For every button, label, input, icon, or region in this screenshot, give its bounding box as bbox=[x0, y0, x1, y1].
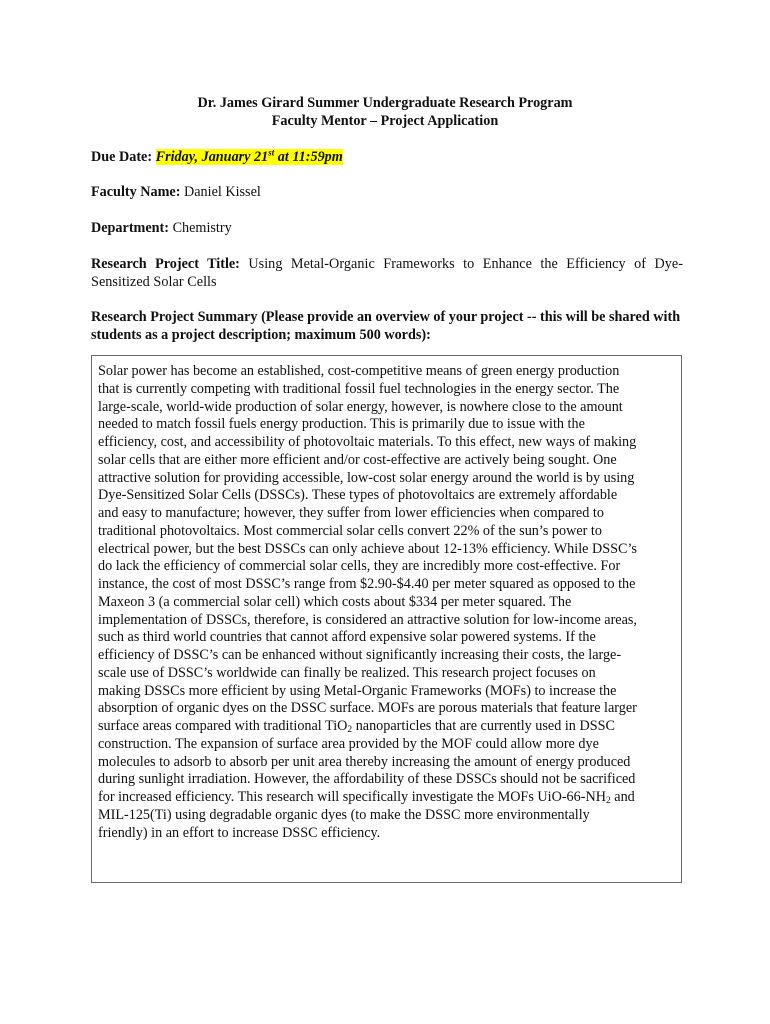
document-title bbox=[0, 94, 770, 130]
faculty-name-field bbox=[91, 183, 691, 201]
subscript: 2 bbox=[347, 725, 353, 735]
summary-line: scale use of DSSC’s worldwide can finally be realized. This research project focuses on bbox=[98, 664, 596, 681]
summary-line: for increased efficiency. This research will specifically investigate the MOFs UiO-$66-NH_2$ and bbox=[98, 789, 635, 806]
summary-line: needed to match fossil fuels energy production. This is primarily due to issue with the bbox=[98, 416, 585, 433]
summary-line: electrical power, but the best DSSCs can only achieve about 12-13% efficiency. While DSSC’s bbox=[98, 540, 637, 557]
summary-line: during sunlight irradiation. However, the affordability of these DSSCs should not be sacrificed bbox=[98, 771, 636, 788]
summary-line: MIL-125(Ti) using degradable organic dyes (to make the DSSC more environmentally bbox=[98, 806, 590, 823]
summary-line: traditional photovoltaics. Most commercial solar cells convert 22% of the sun’s power to bbox=[98, 522, 602, 539]
program-title: Dr. James Girard Summer Undergraduate Research Program bbox=[197, 95, 573, 111]
application-title: Faculty Mentor – Project Application bbox=[271, 113, 499, 129]
summary-line: surface areas compared with traditional TiO$_2$ nanoparticles that are currently used in DSSC bbox=[98, 718, 615, 735]
faculty-name-label: Faculty Name: bbox=[91, 184, 181, 200]
due-date-main: Friday, January 21 bbox=[155, 149, 269, 165]
summary-line: efficiency of DSSC’s can be enhanced without significantly increasing their costs, the large- bbox=[98, 647, 622, 663]
summary-line: Solar power has become an established, cost-competitive means of green energy production bbox=[98, 363, 620, 379]
due-date-field bbox=[91, 148, 691, 166]
due-date-time: at 11:59pm bbox=[274, 149, 343, 165]
project-title-value: Using Metal-Organic Frameworks to Enhance the Efficiency of Dye-Sensitized Solar Cells bbox=[91, 256, 684, 290]
summary-line: instance, the cost of most DSSC’s range from $2.90-$4.40 per meter squared as opposed to the bbox=[98, 576, 636, 592]
due-date-ordinal: st bbox=[268, 147, 275, 158]
due-date-label: Due Date: bbox=[91, 149, 153, 165]
summary-line: Maxeon 3 (a commercial solar cell) which costs about $334 per meter squared. The bbox=[98, 593, 572, 610]
department-field bbox=[91, 219, 691, 237]
summary-line: friendly) in an effort to increase DSSC efficiency. bbox=[98, 824, 381, 841]
project-title-label: Research Project Title: bbox=[91, 256, 240, 272]
faculty-name-value: Daniel Kissel bbox=[183, 184, 261, 200]
summary-line: absorption of organic dyes on the DSSC surface. MOFs are porous materials that feature larger bbox=[98, 700, 637, 717]
project-title-field bbox=[91, 255, 683, 291]
subscript: 2 bbox=[605, 796, 611, 806]
summary-line: molecules to adsorb to absorb per unit area thereby increasing the amount of energy produced bbox=[98, 753, 631, 770]
department-value: Chemistry bbox=[172, 220, 232, 236]
summary-text-box[interactable] bbox=[91, 355, 682, 883]
department-label: Department: bbox=[91, 220, 170, 236]
summary-line: attractive solution for providing accessible, low-cost solar energy around the world is by using bbox=[98, 469, 635, 486]
due-date-value bbox=[156, 149, 343, 165]
summary-line: efficiency, cost, and accessibility of photovoltaic materials. To this effect, new ways of making bbox=[98, 434, 637, 450]
summary-line: and easy to manufacture; however, they suffer from lower efficiencies when compared to bbox=[98, 505, 604, 521]
summary-text bbox=[98, 363, 676, 842]
summary-line: solar cells that are either more efficient and/or cost-effective are actively being sought. One bbox=[98, 451, 617, 468]
summary-line: such as third world countries that cannot afford expensive solar powered systems. If the bbox=[98, 629, 596, 646]
summary-label: Research Project Summary (Please provide an overview of your project -- this will be shared with students as a project description; maximum 500 words): bbox=[91, 309, 681, 343]
summary-line: construction. The expansion of surface area provided by the MOF could allow more dye bbox=[98, 735, 599, 752]
summary-line: implementation of DSSCs, therefore, is considered an attractive solution for low-income areas, bbox=[98, 611, 637, 628]
summary-line: large-scale, world-wide production of solar energy, however, is nowhere close to the amount bbox=[98, 398, 623, 415]
summary-line: do lack the efficiency of commercial solar cells, they are incredibly more cost-effective. For bbox=[98, 558, 621, 575]
summary-line: making DSSCs more efficient by using Metal-Organic Frameworks (MOFs) to increase the bbox=[98, 682, 617, 699]
summary-line: Dye-Sensitized Solar Cells (DSSCs). These types of photovoltaics are extremely affordable bbox=[98, 487, 618, 504]
summary-line: that is currently competing with traditional fossil fuel technologies in the energy sector. The bbox=[98, 380, 620, 397]
